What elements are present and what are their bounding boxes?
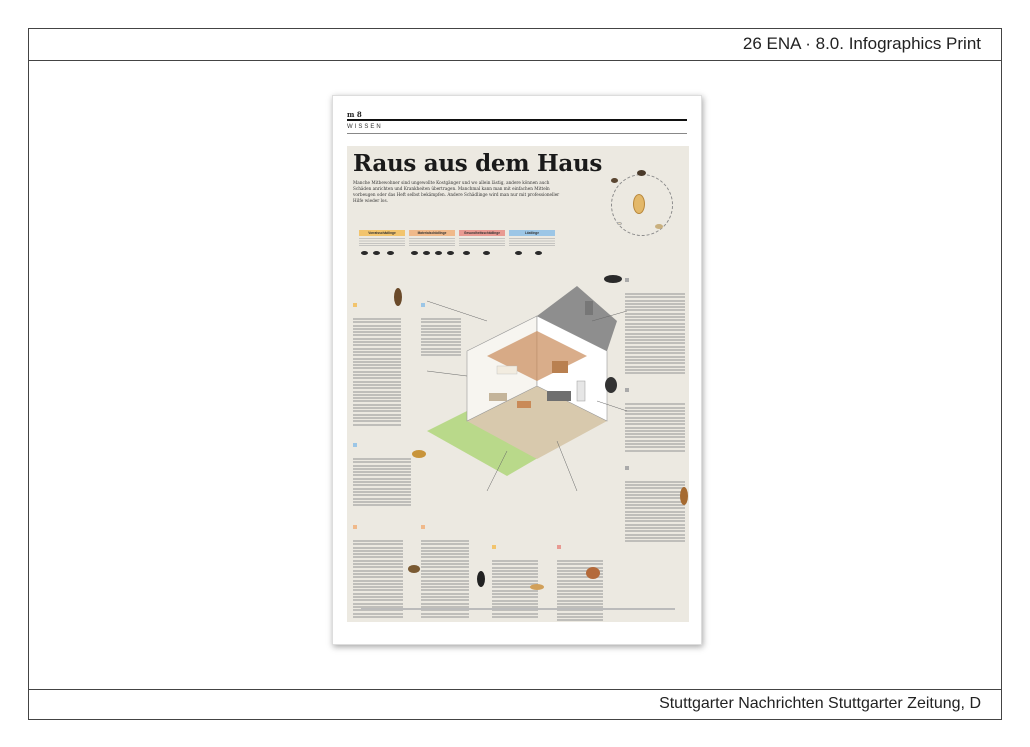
legend-text-lines — [459, 238, 505, 246]
left-text-column-2 — [353, 436, 411, 507]
legend-laestlinge-label: Lästlinge — [509, 230, 555, 236]
room-bed — [497, 366, 517, 374]
pointer-line — [427, 301, 487, 321]
left-text-column-1 — [353, 296, 401, 427]
room-kitchen — [547, 391, 571, 401]
infographic-headline: Raus aus dem Haus — [353, 150, 603, 177]
room-sofa — [489, 393, 507, 401]
chimney — [585, 301, 593, 315]
larva-icon — [633, 194, 645, 214]
moth-icon — [411, 448, 427, 460]
legend-gesundheit — [459, 230, 505, 259]
infographic-panel — [347, 146, 689, 622]
page-number: m 8 — [347, 110, 362, 119]
beetle-icon — [637, 170, 646, 176]
legend-text-lines — [509, 238, 555, 246]
newspaper-page — [332, 95, 702, 645]
infographic-lede: Manche Mitbewohner sind ungewollte Kostgänger und wo allein lästig, andere können auch Schäden anrichten und Krankheiten übertragen. Manchmal kann man mit einfachen Mitteln vorbeugen oder das Heft selbst bekämpfen. Andere Schädlinge wird man nur mit professioneller Hilfe wieder los. — [353, 180, 560, 203]
legend-icons — [359, 249, 405, 259]
legend-icons — [409, 249, 455, 259]
slide-footer — [29, 689, 1001, 719]
right-text-column — [625, 271, 685, 544]
stag-beetle-icon — [603, 376, 619, 394]
cockroach-icon — [391, 286, 405, 308]
room-fridge — [577, 381, 585, 401]
legend-text-lines — [409, 238, 455, 246]
pointer-line — [557, 441, 577, 491]
bottom-text-column-1 — [353, 518, 403, 619]
legend-vorrat-label: Vorratsschädlinge — [359, 230, 405, 236]
slide-header — [29, 29, 1001, 61]
black-cockroach-icon — [475, 570, 487, 588]
footer-credit-line — [361, 608, 675, 610]
room-shelf — [552, 361, 568, 373]
legend-gesundheit-label: Gesundheitsschädlinge — [459, 230, 505, 236]
egg-icon — [617, 222, 622, 225]
slide-title: 26 ENA · 8.0. Infographics Print — [742, 34, 981, 53]
pointer-line — [427, 371, 467, 376]
lifecycle-diagram — [597, 154, 685, 258]
beetle-icon — [407, 564, 421, 574]
mealworm-beetle-icon — [603, 274, 623, 284]
bottom-text-column-2 — [421, 518, 469, 619]
legend-laestlinge — [509, 230, 555, 259]
legend-vorrat — [359, 230, 405, 259]
page-rule — [347, 119, 687, 121]
legend-icons — [509, 249, 555, 259]
legend-material-label: Materialschädlinge — [409, 230, 455, 236]
room-table — [517, 401, 531, 408]
earwig-icon — [677, 486, 691, 506]
mite-icon — [585, 566, 601, 580]
legend-icons — [459, 249, 505, 259]
house-cutaway-illustration — [427, 281, 627, 491]
section-label: WISSEN — [347, 124, 383, 130]
publication-credit: Stuttgarter Nachrichten Stuttgarter Zeitung, D — [659, 695, 981, 712]
legend-text-lines — [359, 238, 405, 246]
section-rule — [347, 133, 687, 134]
silverfish-icon — [529, 582, 545, 592]
pest-category-legend — [359, 230, 555, 274]
adult-beetle-icon — [611, 178, 618, 183]
legend-material — [409, 230, 455, 259]
pupa-icon — [655, 224, 663, 229]
